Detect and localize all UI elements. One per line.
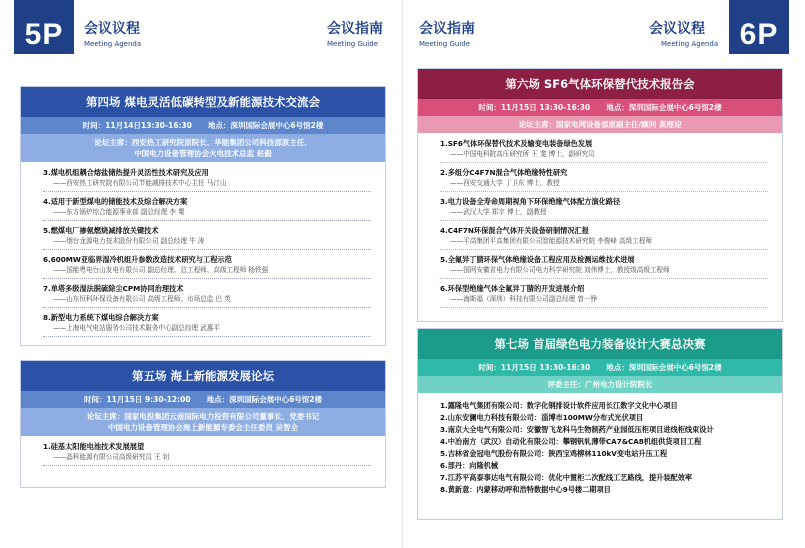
agenda-item-title: 5.燃煤电厂掺氨燃烧减排放关键技术	[43, 226, 159, 235]
agenda-item	[440, 437, 768, 447]
session-place: 地点：深圳国际会展中心6号馆2楼	[207, 121, 324, 130]
session-items	[418, 393, 782, 501]
right-page	[403, 0, 805, 548]
agenda-item-speaker: ——上海电气电站服务公司技术服务中心副总经理 武惠平	[53, 324, 220, 332]
agenda-item-speaker: ——国网安徽省电力有限公司电力科学研究院 刘伟博士，教授级高级工程师	[450, 266, 670, 274]
session-title: 第七场 首届绿色电力装备设计大赛总决赛	[418, 329, 782, 359]
page-number: 5P	[14, 0, 74, 54]
session-place: 地点：深圳国际会展中心6号馆2楼	[606, 363, 722, 372]
item-divider	[43, 307, 371, 308]
agenda-item-title: 8.黄新意：内蒙移动呼和浩特数据中心9号楼二期项目	[440, 485, 611, 494]
session-7-card	[417, 328, 783, 520]
item-divider	[43, 249, 371, 250]
agenda-item	[440, 461, 768, 471]
header-subtitle: Meeting Agenda	[84, 40, 142, 48]
item-divider	[43, 220, 371, 221]
session-time: 时间：11月15日 13:30-16:30	[478, 103, 591, 112]
session-place: 地点：深圳国际会展中心6号馆2楼	[606, 103, 722, 112]
agenda-item	[440, 425, 768, 435]
item-divider	[43, 465, 371, 466]
session-items	[21, 436, 385, 475]
agenda-item	[440, 284, 768, 308]
session-time: 时间：11月15日 9:30-12:00	[83, 395, 191, 404]
header-title: 会议议程	[84, 21, 140, 37]
session-time: 时间：11月15日 13:30-16:30	[478, 363, 591, 372]
session-items	[21, 162, 385, 346]
item-divider	[440, 191, 768, 192]
agenda-item	[43, 197, 371, 221]
session-place: 地点：深圳国际会展中心6号馆2楼	[206, 395, 323, 404]
agenda-item-speaker: ——平高集团平高集团有限公司智能源技术研究院 李俊峰 高级工程师	[450, 237, 653, 245]
session-time-bar	[418, 99, 782, 116]
agenda-item-title: 8.新型电力系统下煤电综合解决方案	[43, 313, 159, 322]
agenda-item	[43, 255, 371, 279]
session-time-bar	[21, 391, 385, 408]
session-title: 第四场 煤电灵活低碳转型及新能源技术交流会	[21, 87, 385, 117]
agenda-item	[440, 226, 768, 250]
agenda-item	[440, 449, 768, 459]
agenda-item-speaker: ——国能粤电台山发电有限公司 副总经理、总工程师、高级工程师 杨铁强	[53, 266, 269, 274]
agenda-item	[440, 255, 768, 279]
guide-title: 会议指南	[419, 21, 475, 37]
item-divider	[43, 191, 371, 192]
guide-subtitle: Meeting Guide	[419, 40, 471, 48]
session-6-card	[417, 68, 783, 322]
session-time-bar	[418, 359, 782, 376]
agenda-item	[440, 413, 768, 423]
agenda-item	[440, 139, 768, 163]
session-host: 论坛主席：国家电投集团云南国际电力投资有限公司董事长、党委书记 中国电力设备管理协会海上新能源专委会主任委员 吴智全	[21, 408, 385, 436]
guide-subtitle: Meeting Guide	[327, 40, 379, 48]
agenda-item	[43, 226, 371, 250]
agenda-item	[440, 485, 768, 495]
agenda-item-title: 6.部丹：向隆机械	[440, 461, 499, 470]
agenda-item-title: 6.600MW亚临界湿冷机组升参数改造技术研究与工程示范	[43, 255, 232, 264]
session-4-card	[20, 86, 386, 346]
session-title: 第六场 SF6气体环保替代技术报告会	[418, 69, 782, 99]
agenda-item-title: 1.硅基太阳能电池技术发展展望	[43, 442, 145, 451]
agenda-item-title: 3.南京大全电气有限公司：安徽智飞龙科马生物制药产业园低压柜项目进线柜线束设计	[440, 425, 714, 434]
guide-title: 会议指南	[327, 21, 383, 37]
agenda-item	[43, 284, 371, 308]
agenda-item-speaker: ——山东恒科环保设备有限公司 高级工程师、市场总监 巴 英	[53, 295, 231, 303]
session-5-card	[20, 360, 386, 488]
agenda-item	[43, 313, 371, 337]
item-divider	[440, 220, 768, 221]
agenda-item	[440, 197, 768, 221]
session-title: 第五场 海上新能源发展论坛	[21, 361, 385, 391]
agenda-item-title: 4.C4F7N环保混合气体开关设备研制情况汇报	[440, 226, 589, 235]
agenda-item-speaker: ——武汉大学 郑宇 博士，副教授	[450, 208, 547, 216]
agenda-item-title: 5.全氟异丁腈环保气体绝缘设备工程应用及检测运维技术进展	[440, 255, 635, 264]
agenda-item-speaker: ——烟台龙源电力技术股份有限公司 副总经理 牛 涛	[53, 237, 205, 245]
agenda-item-title: 1.SF6气体环保替代技术及输变电装备绿色发展	[440, 139, 593, 148]
agenda-item-speaker: ——西安交通大学 丁卫东 博士，教授	[450, 179, 560, 187]
session-items	[418, 133, 782, 317]
session-time: 时间：11月14日13:30-16:30	[82, 121, 192, 130]
agenda-item-title: 2.多组分C4F7N混合气体绝缘特性研究	[440, 168, 568, 177]
agenda-item	[43, 442, 371, 466]
item-divider	[440, 278, 768, 279]
header-subtitle: Meeting Agenda	[661, 40, 719, 48]
agenda-item-speaker: ——西安热工研究院有限公司节能减排技术中心主任 马汀山	[53, 179, 227, 187]
agenda-item-speaker: ——海斯福（深圳）科技有限公司副总经理 曾一铮	[450, 295, 598, 303]
agenda-item-title: 4.适用于新型煤电的储能技术及综合解决方案	[43, 197, 188, 206]
agenda-item-speaker: ——东方锅炉综合能源事业部 副总经理 李 粟	[53, 208, 185, 216]
session-time-bar	[21, 117, 385, 134]
agenda-item-title: 7.单塔多级湿法脱硫除尘CPM协同治理技术	[43, 284, 184, 293]
left-page	[0, 0, 402, 548]
session-host: 论坛主席：西安热工研究院原院长、华能集团公司科技部原主任、 中国电力设备管理协会火电技术总监 赵毅	[21, 134, 385, 162]
agenda-item	[440, 168, 768, 192]
agenda-item	[440, 473, 768, 483]
agenda-item-title: 6.环保型绝缘气体全氟异丁腈的开发进展介绍	[440, 284, 585, 293]
agenda-item-title: 5.吉林省金冠电气股份有限公司：陕西宝鸡柳林110kV变电站升压工程	[440, 449, 668, 458]
session-host: 论坛主席：国家电网设备部原副主任/顾问 高理迎	[418, 116, 782, 133]
agenda-item	[43, 168, 371, 192]
session-host: 评委主任：广州电力设计院院长	[418, 376, 782, 393]
agenda-item-title: 3.煤电机组耦合熔盐储热提升灵活性技术研究及应用	[43, 168, 209, 177]
agenda-item	[440, 401, 768, 411]
agenda-item-title: 1.露隆电气集团有限公司：数字化钢排设计软件应用长江数字文化中心项目	[440, 401, 678, 410]
agenda-item-speaker: ——中国电科院高压研究所 王 斐 博士，副研究员	[450, 150, 595, 158]
item-divider	[440, 249, 768, 250]
agenda-item-title: 7.江苏平高泰事达电气有限公司：优化中置柜二次配线工艺路线，提升装配效率	[440, 473, 693, 482]
agenda-item-speaker: ——晶科能源有限公司高级研究员 王 钊	[53, 453, 170, 461]
page-number: 6P	[729, 0, 789, 54]
header-title: 会议议程	[649, 21, 705, 37]
agenda-item-title: 2.山东安澜电力科技有限公司：淄博市100MW分布式光伏项目	[440, 413, 644, 422]
item-divider	[440, 307, 768, 308]
item-divider	[440, 162, 768, 163]
item-divider	[43, 336, 371, 337]
agenda-item-title: 3.电力设备全寿命周期视角下环保绝缘气体配方演化路径	[440, 197, 621, 206]
item-divider	[43, 278, 371, 279]
agenda-item-title: 4.中冶南方（武汉）自动化有限公司：攀钢钒轧薄带CA7&CA8机组供货项目工程	[440, 437, 702, 446]
